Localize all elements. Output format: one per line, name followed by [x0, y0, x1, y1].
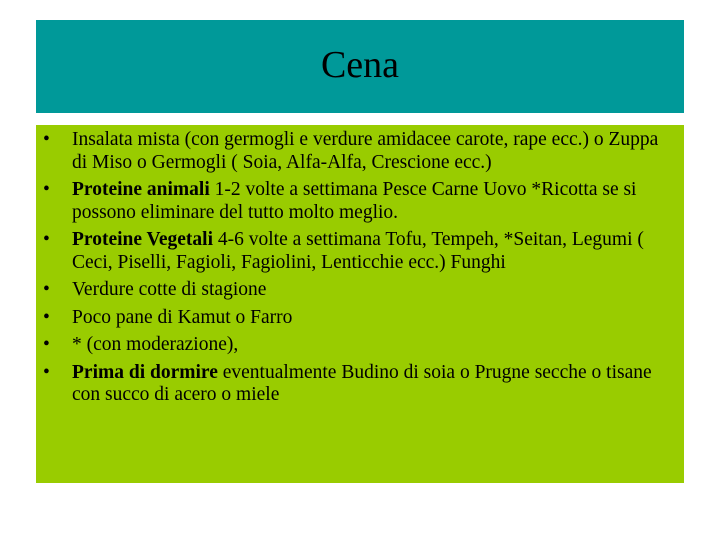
list-item	[36, 279, 684, 302]
list-item	[36, 334, 684, 357]
list-item	[36, 307, 684, 330]
item-text: Poco pane di Kamut o Farro	[72, 306, 293, 328]
bullet-icon: •	[43, 129, 50, 150]
item-bold: Proteine animali	[72, 179, 210, 200]
item-bold: Prima di dormire	[72, 361, 218, 383]
bullet-icon: •	[43, 306, 50, 328]
item-text: 1-2 volte a settimana Pesce Carne Uovo *Ricotta se si possono eliminare del tutto molto meglio.	[72, 179, 637, 223]
slide-title: Cena	[320, 43, 400, 86]
bullet-icon: •	[43, 334, 50, 355]
content-box	[36, 125, 684, 483]
list-item	[36, 179, 684, 224]
bullet-icon: •	[43, 361, 50, 383]
item-bold: Proteine Vegetali	[72, 229, 213, 250]
title-box	[36, 20, 684, 113]
bullet-icon: •	[43, 229, 50, 250]
list-item	[36, 362, 684, 407]
bullet-icon: •	[43, 279, 50, 300]
item-text: Insalata mista (con germogli e verdure amidacee carote, rape ecc.) o Zuppa di Miso o Germogli ( Soia, Alfa-Alfa, Crescione ecc.)	[72, 129, 659, 173]
item-text: * (con moderazione),	[72, 334, 239, 355]
item-text: 4-6 volte a settimana Tofu, Tempeh, *Seitan, Legumi ( Ceci, Piselli, Fagioli, Fagiolini, Lenticchie ecc.) Funghi	[72, 229, 644, 273]
list-item	[36, 129, 684, 174]
list-item	[36, 229, 684, 274]
item-text: eventualmente Budino di soia o Prugne secche o tisane con succo di acero o miele	[72, 361, 652, 405]
bullet-list	[36, 129, 684, 412]
bullet-icon: •	[43, 179, 50, 200]
item-text: Verdure cotte di stagione	[72, 279, 267, 300]
